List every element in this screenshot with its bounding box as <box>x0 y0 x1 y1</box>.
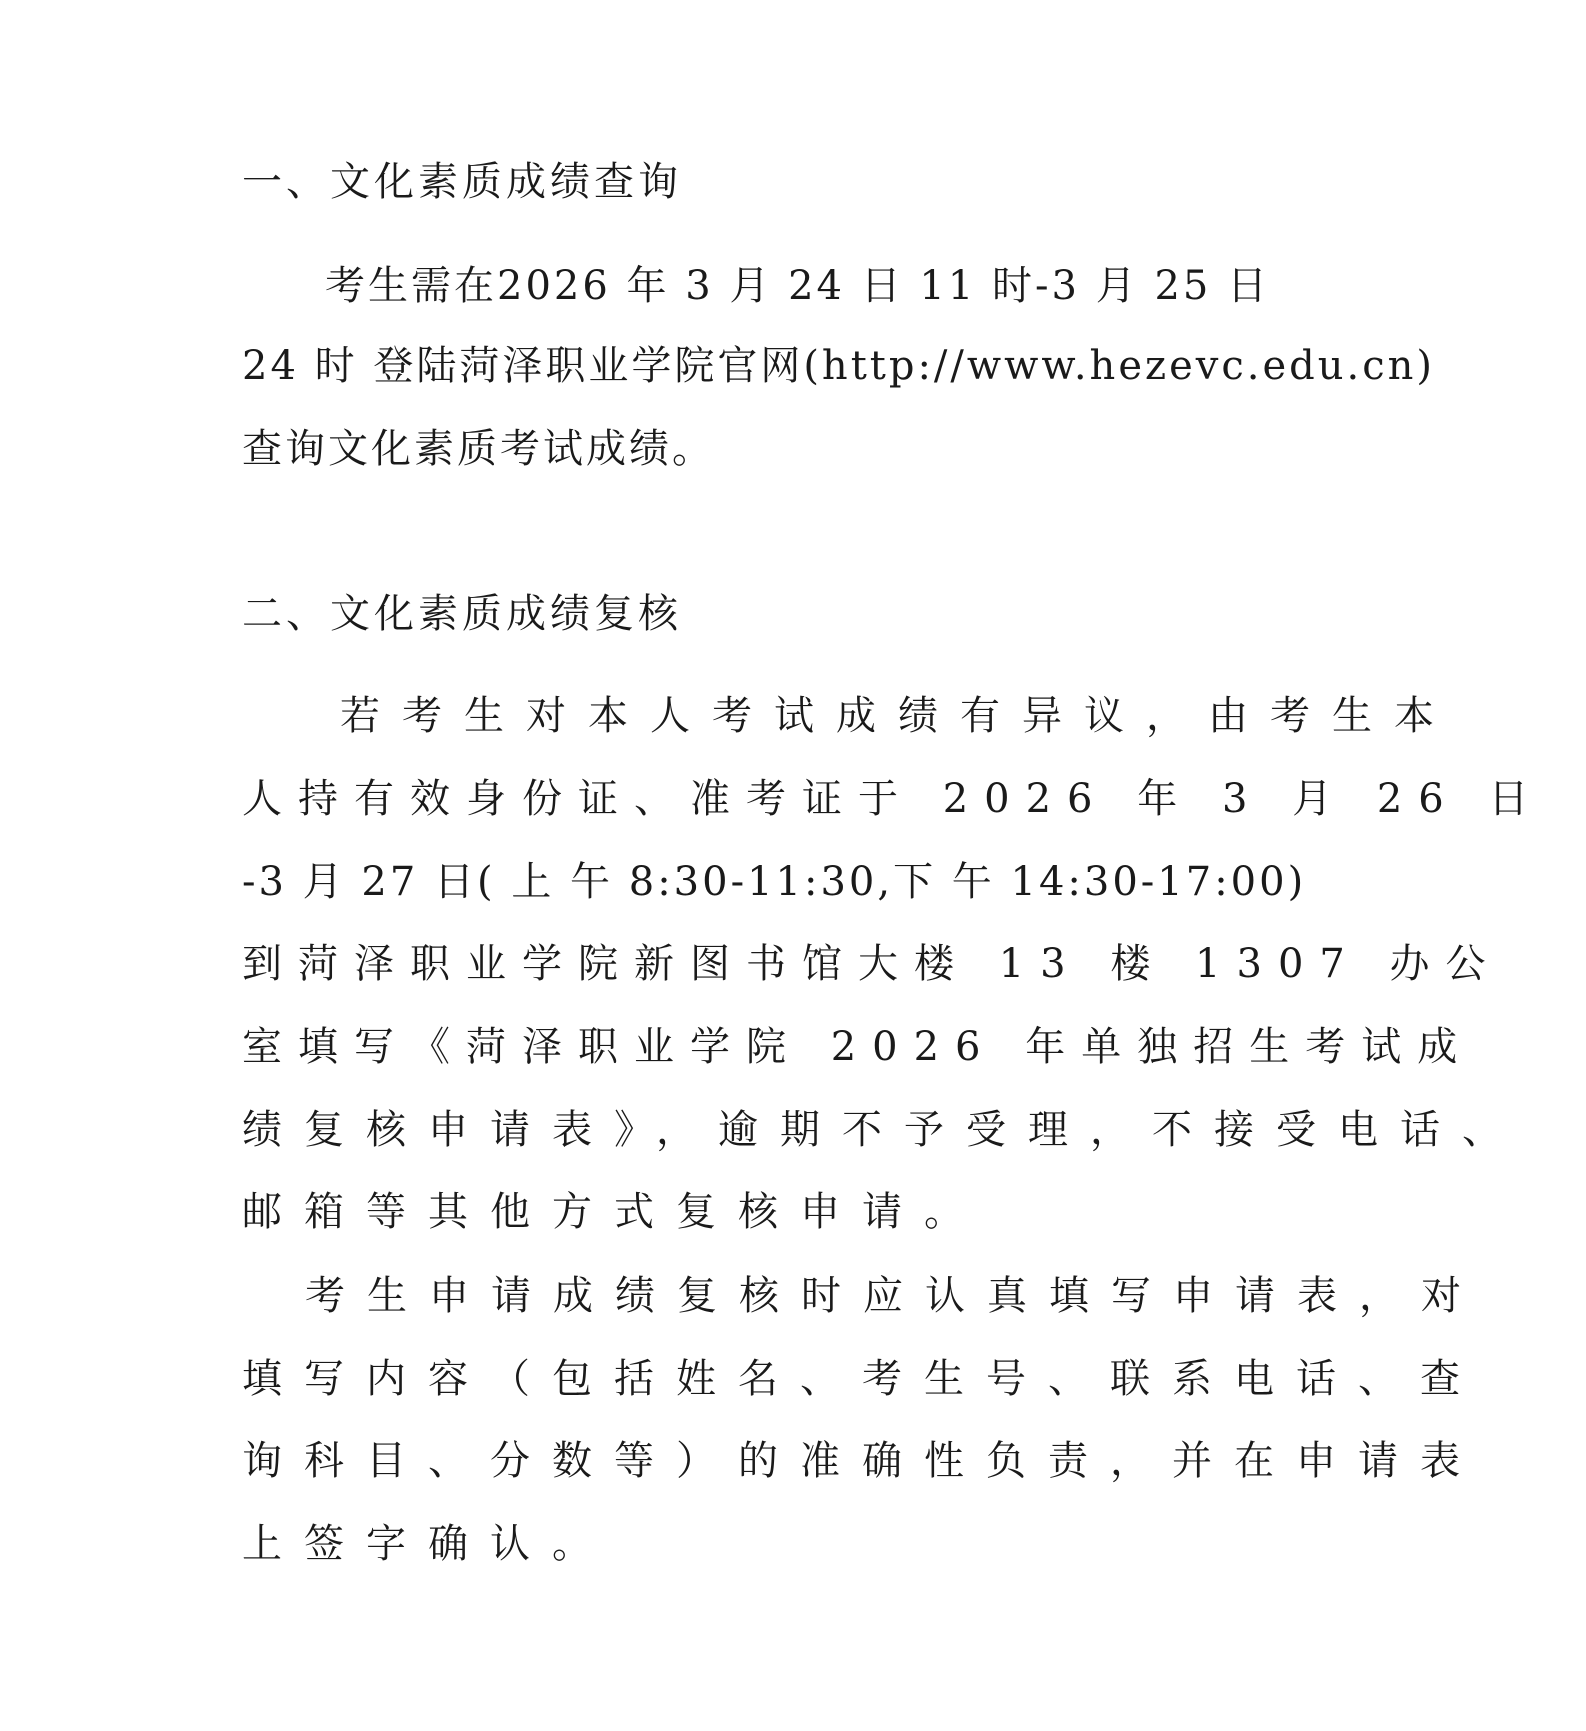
section-1-line-2: 24 时 登陆菏泽职业学院官网(http://www.hezevc.edu.cn) <box>242 343 1435 389</box>
section-1-line-1: 考生需在2026 年 3 月 24 日 11 时-3 月 25 日 <box>325 263 1271 309</box>
section-2-para-1-line-1: 若考生对本人考试成绩有异议，由考生本 <box>340 693 1456 739</box>
section-2-para-1-line-5: 室填写《菏泽职业学院 2026 年单独招生考试成 <box>242 1024 1474 1070</box>
section-2-para-2-line-3: 询科目、分数等）的准确性负责，并在申请表 <box>242 1438 1482 1484</box>
section-2-para-2-line-4: 上签字确认。 <box>242 1521 614 1567</box>
section-2-para-1-line-6: 绩复核申请表》，逾期不予受理，不接受电话、 <box>242 1107 1524 1153</box>
section-2-para-2-line-1: 考生申请成绩复核时应认真填写申请表，对 <box>305 1273 1483 1319</box>
section-2-para-1-line-2: 人持有效身份证、准考证于 2026 年 3 月 26 日 <box>242 776 1545 822</box>
section-2-para-2-line-2: 填写内容（包括姓名、考生号、联系电话、查 <box>242 1356 1482 1402</box>
section-2-heading: 二、文化素质成绩复核 <box>242 591 682 637</box>
section-1-heading: 一、文化素质成绩查询 <box>242 159 682 205</box>
section-2-para-1-line-4: 到菏泽职业学院新图书馆大楼 13 楼 1307 办公 <box>242 941 1502 987</box>
section-1-line-3: 查询文化素质考试成绩。 <box>242 426 715 472</box>
section-2-para-1-line-3: -3 月 27 日( 上 午 8:30-11:30,下 午 14:30-17:00) <box>242 859 1307 905</box>
section-2-para-1-line-7: 邮箱等其他方式复核申请。 <box>242 1189 986 1235</box>
